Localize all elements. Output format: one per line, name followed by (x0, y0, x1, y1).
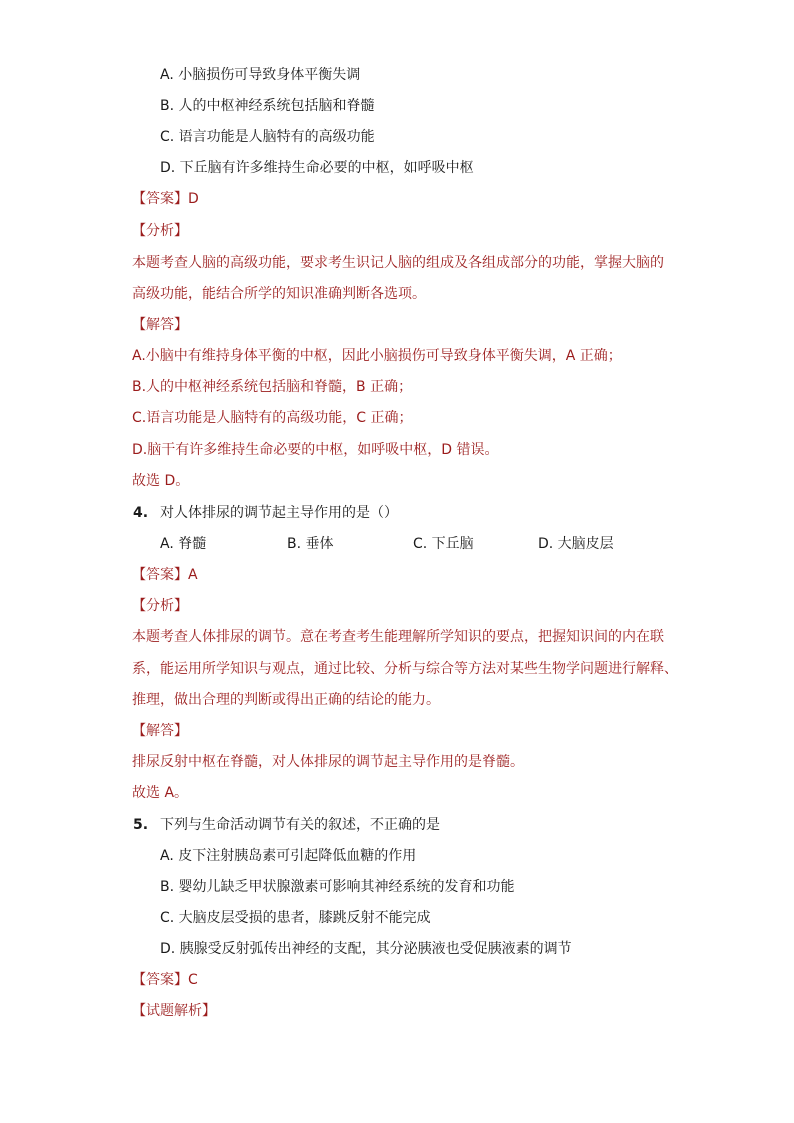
q3-analysis-heading: 【分析】 (132, 223, 188, 239)
q4-number: 4. (133, 505, 149, 521)
q5-option-c: C. 大脑皮层受损的患者，膝跳反射不能完成 (160, 910, 431, 926)
q3-solution-line: C.语言功能是人脑特有的高级功能，C 正确； (132, 410, 413, 426)
q5-answer: 【答案】C (132, 972, 198, 988)
q3-option-b: B. 人的中枢神经系统包括脑和脊髓 (160, 98, 375, 114)
q4-option-d: D. 大脑皮层 (538, 536, 614, 552)
q5-stem: 下列与生命活动调节有关的叙述，不正确的是 (160, 817, 440, 833)
q3-solution-heading: 【解答】 (132, 317, 188, 333)
q4-answer: 【答案】A (132, 567, 198, 583)
q3-option-c: C. 语言功能是人脑特有的高级功能 (160, 129, 375, 145)
q4-analysis-line: 本题考查人体排尿的调节。意在考查考生能理解所学知识的要点，把握知识间的内在联 (132, 629, 664, 645)
q4-option-c: C. 下丘脑 (413, 536, 474, 552)
q3-analysis-line: 本题考查人脑的高级功能，要求考生识记人脑的组成及各组成部分的功能，掌握大脑的 (132, 255, 664, 271)
q5-option-d: D. 胰腺受反射弧传出神经的支配，其分泌胰液也受促胰液素的调节 (160, 941, 572, 957)
q4-solution-line: 排尿反射中枢在脊髓，对人体排尿的调节起主导作用的是脊髓。 (132, 754, 524, 770)
q3-option-d: D. 下丘脑有许多维持生命必要的中枢，如呼吸中枢 (160, 160, 474, 176)
q5-number: 5. (133, 817, 149, 833)
q3-solution-line: D.脑干有许多维持生命必要的中枢，如呼吸中枢，D 错误。 (132, 442, 499, 458)
q4-analysis-line: 系，能运用所学知识与观点，通过比较、分析与综合等方法对某些生物学问题进行解释、 (132, 661, 678, 677)
q3-option-a: A. 小脑损伤可导致身体平衡失调 (160, 67, 361, 83)
q4-option-b: B. 垂体 (287, 536, 334, 552)
q4-analysis-line: 推理，做出合理的判断或得出正确的结论的能力。 (132, 692, 440, 708)
q5-option-b: B. 婴幼儿缺乏甲状腺激素可影响其神经系统的发育和功能 (160, 879, 515, 895)
q3-answer: 【答案】D (132, 191, 199, 207)
q3-solution-line: 故选 D。 (132, 473, 190, 489)
q3-solution-line: B.人的中枢神经系统包括脑和脊髓，B 正确； (132, 379, 413, 395)
q4-option-a: A. 脊髓 (160, 536, 207, 552)
q5-option-a: A. 皮下注射胰岛素可引起降低血糖的作用 (160, 848, 417, 864)
q4-analysis-heading: 【分析】 (132, 598, 188, 614)
q3-analysis-line: 高级功能，能结合所学的知识准确判断各选项。 (132, 286, 426, 302)
q3-solution-line: A.小脑中有维持身体平衡的中枢，因此小脑损伤可导致身体平衡失调，A 正确； (132, 348, 622, 364)
q5-explanation-heading: 【试题解析】 (132, 1003, 216, 1019)
q4-solution-line: 故选 A。 (132, 785, 189, 801)
q4-stem: 对人体排尿的调节起主导作用的是（） (160, 505, 398, 521)
q4-solution-heading: 【解答】 (132, 723, 188, 739)
